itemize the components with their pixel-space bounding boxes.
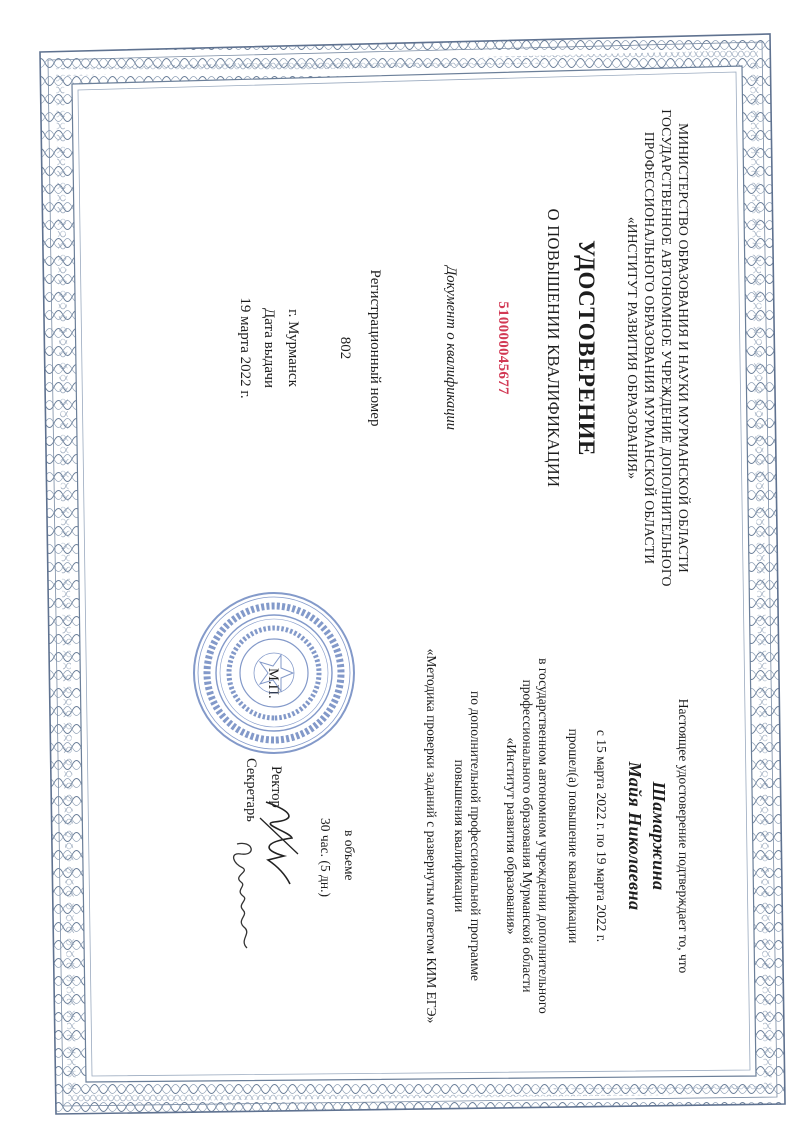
institution-line-3: «Институт развития образования» bbox=[504, 737, 519, 935]
issue-date-label: Дата выдачи bbox=[261, 307, 277, 389]
rector-label: Ректор bbox=[268, 766, 284, 808]
passed-text: прошел(а) повышение квалификации bbox=[566, 728, 581, 944]
stamp-place-label: М.П. bbox=[265, 668, 281, 699]
institution-line-1: в государственном автономном учреждении дополнительного bbox=[536, 658, 551, 1014]
recipient-given-names: Майя Николаевна bbox=[625, 761, 645, 911]
institution-line-2: профессионального образования Мурманской области bbox=[520, 679, 535, 993]
program-name: «Методика проверки заданий с развернутым ответом КИМ ЕГЭ» bbox=[424, 648, 439, 1024]
intro-text: Настоящее удостоверение подтверждает то, что bbox=[676, 698, 691, 974]
city: г. Мурманск bbox=[285, 309, 301, 387]
official-round-seal-icon bbox=[189, 588, 359, 758]
certificate-subtitle: О ПОВЫШЕНИИ КВАЛИФИКАЦИИ bbox=[544, 208, 563, 488]
certificate-content bbox=[81, 108, 709, 1076]
secretary-label: Секретарь bbox=[243, 758, 259, 822]
org-line-4: «ИНСТИТУТ РАЗВИТИЯ ОБРАЗОВАНИЯ» bbox=[625, 216, 640, 480]
issue-date: 19 марта 2022 г. bbox=[237, 297, 253, 399]
training-period: с 15 марта 2022 г. по 19 марта 2022 г. bbox=[594, 729, 609, 943]
org-line-3: ПРОФЕССИОНАЛЬНОГО ОБРАЗОВАНИЯ МУРМАНСКОЙ ОБЛАСТИ bbox=[642, 131, 657, 565]
registration-number: 802 bbox=[337, 336, 353, 360]
program-line-1: по дополнительной профессиональной программе bbox=[468, 691, 483, 981]
volume-label: в объеме bbox=[342, 830, 357, 881]
org-line-2: ГОСУДАРСТВЕННОЕ АВТОНОМНОЕ УЧРЕЖДЕНИЕ ДОПОЛНИТЕЛЬНОГО bbox=[659, 109, 674, 587]
document-label: Документ о квалификации bbox=[443, 266, 459, 430]
secretary-signature-icon bbox=[223, 838, 263, 958]
certificate-title: УДОСТОВЕРЕНИЕ bbox=[574, 240, 599, 456]
certificate-number: 510000045677 bbox=[495, 301, 511, 395]
program-line-2: повышения квалификации bbox=[452, 759, 467, 913]
recipient-surname: Шамаржина bbox=[649, 781, 669, 891]
registration-label: Регистрационный номер bbox=[367, 269, 383, 427]
volume-value: 30 час. (5 дн.) bbox=[318, 818, 333, 897]
org-line-1: МИНИСТЕРСТВО ОБРАЗОВАНИЯ И НАУКИ МУРМАНСКОЙ ОБЛАСТИ bbox=[676, 123, 691, 573]
